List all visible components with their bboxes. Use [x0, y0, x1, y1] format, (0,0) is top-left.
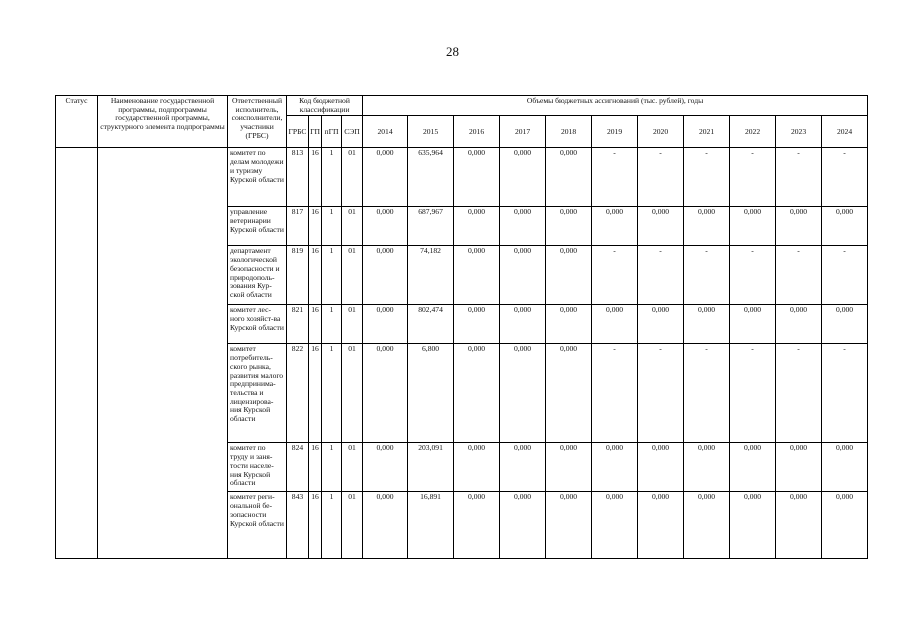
value-cell: 0,000 [638, 443, 684, 492]
executor-cell: комитет потребитель-ского рынка, развития малого предпринима-тельства и лицензирова-ния Курской области [228, 344, 287, 443]
header-year: 2021 [684, 116, 730, 148]
header-status: Статус [56, 96, 98, 148]
value-cell: 635,964 [408, 148, 454, 207]
status-cell [56, 148, 98, 559]
value-cell: 0,000 [500, 305, 546, 344]
value-cell: 0,000 [730, 305, 776, 344]
executor-cell: комитет лес-ного хозяйст-ва Курской области [228, 305, 287, 344]
executor-cell: управление ветеринарии Курской области [228, 207, 287, 246]
value-cell: 0,000 [500, 148, 546, 207]
code-pgp: 1 [322, 246, 342, 305]
code-gp: 16 [309, 246, 322, 305]
name-cell [98, 148, 228, 559]
value-cell: 0,000 [454, 344, 500, 443]
header-year: 2023 [776, 116, 822, 148]
value-cell: 0,000 [454, 207, 500, 246]
value-cell: 0,000 [546, 246, 592, 305]
value-cell: 0,000 [822, 207, 868, 246]
code-sep: 01 [342, 246, 363, 305]
code-gp: 16 [309, 492, 322, 559]
value-cell: 687,967 [408, 207, 454, 246]
value-cell: 0,000 [638, 207, 684, 246]
value-cell: 0,000 [822, 443, 868, 492]
value-cell: 0,000 [363, 305, 408, 344]
code-grbs: 822 [287, 344, 309, 443]
value-cell: 0,000 [730, 443, 776, 492]
value-cell: 0,000 [546, 443, 592, 492]
executor-cell: комитет по труду и заня-тости населе-ния Курской области [228, 443, 287, 492]
value-cell: 0,000 [500, 207, 546, 246]
code-grbs: 843 [287, 492, 309, 559]
header-code-sep: СЭП [342, 116, 363, 148]
value-cell: 0,000 [454, 148, 500, 207]
value-cell: 0,000 [363, 443, 408, 492]
code-sep: 01 [342, 207, 363, 246]
code-pgp: 1 [322, 443, 342, 492]
value-cell: 0,000 [546, 305, 592, 344]
value-cell: 0,000 [730, 207, 776, 246]
value-cell: - [592, 344, 638, 443]
value-cell: - [822, 148, 868, 207]
value-cell: - [822, 246, 868, 305]
code-pgp: 1 [322, 148, 342, 207]
value-cell: 0,000 [546, 344, 592, 443]
value-cell: - [638, 246, 684, 305]
header-executor: Ответственный исполнитель, соисполнители, участники (ГРБС) [228, 96, 287, 148]
value-cell: 0,000 [592, 207, 638, 246]
code-pgp: 1 [322, 207, 342, 246]
code-grbs: 817 [287, 207, 309, 246]
header-year: 2018 [546, 116, 592, 148]
executor-cell: комитет по делам молодежи и туризму Курской области [228, 148, 287, 207]
value-cell: 0,000 [500, 246, 546, 305]
value-cell: 0,000 [684, 207, 730, 246]
value-cell: 0,000 [776, 207, 822, 246]
code-gp: 16 [309, 443, 322, 492]
value-cell: 16,891 [408, 492, 454, 559]
value-cell: 0,000 [684, 305, 730, 344]
value-cell: - [822, 344, 868, 443]
value-cell: - [592, 246, 638, 305]
value-cell: 0,000 [822, 492, 868, 559]
code-gp: 16 [309, 305, 322, 344]
page-number: 28 [446, 44, 459, 59]
value-cell: 0,000 [638, 492, 684, 559]
value-cell: - [684, 344, 730, 443]
code-gp: 16 [309, 344, 322, 443]
code-sep: 01 [342, 443, 363, 492]
header-year: 2015 [408, 116, 454, 148]
value-cell: 0,000 [592, 305, 638, 344]
code-gp: 16 [309, 148, 322, 207]
code-grbs: 824 [287, 443, 309, 492]
header-volumes: Объемы бюджетных ассигнований (тыс. рублей), годы [363, 96, 868, 116]
value-cell: 802,474 [408, 305, 454, 344]
value-cell: - [776, 148, 822, 207]
header-name: Наименование государственной программы, подпрограммы государственной программы, структурного элемента подпрограммы [98, 96, 228, 148]
header-code-pgp: пГП [322, 116, 342, 148]
value-cell: 0,000 [363, 344, 408, 443]
header-year: 2014 [363, 116, 408, 148]
value-cell: 6,800 [408, 344, 454, 443]
value-cell: 0,000 [592, 443, 638, 492]
value-cell: - [730, 246, 776, 305]
value-cell: 0,000 [776, 305, 822, 344]
value-cell: 74,182 [408, 246, 454, 305]
value-cell: 0,000 [638, 305, 684, 344]
value-cell: 0,000 [546, 207, 592, 246]
header-year: 2020 [638, 116, 684, 148]
code-pgp: 1 [322, 305, 342, 344]
header-year: 2017 [500, 116, 546, 148]
header-year: 2024 [822, 116, 868, 148]
code-pgp: 1 [322, 344, 342, 443]
value-cell: 0,000 [776, 492, 822, 559]
table-row [56, 148, 868, 207]
value-cell: 0,000 [363, 246, 408, 305]
value-cell: 0,000 [684, 492, 730, 559]
value-cell: 0,000 [454, 246, 500, 305]
value-cell: 0,000 [500, 492, 546, 559]
code-grbs: 821 [287, 305, 309, 344]
value-cell: 0,000 [822, 305, 868, 344]
executor-cell: комитет реги-ональной бе-зопасности Курской области [228, 492, 287, 559]
code-pgp: 1 [322, 492, 342, 559]
value-cell: 0,000 [730, 492, 776, 559]
value-cell: 0,000 [363, 207, 408, 246]
value-cell: - [730, 344, 776, 443]
value-cell: 0,000 [684, 443, 730, 492]
value-cell: 0,000 [592, 492, 638, 559]
header-year: 2019 [592, 116, 638, 148]
code-sep: 01 [342, 148, 363, 207]
value-cell: - [638, 148, 684, 207]
value-cell: 0,000 [454, 443, 500, 492]
value-cell: - [730, 148, 776, 207]
value-cell: 0,000 [454, 492, 500, 559]
code-sep: 01 [342, 492, 363, 559]
value-cell: - [638, 344, 684, 443]
value-cell: 0,000 [500, 443, 546, 492]
value-cell: 0,000 [363, 492, 408, 559]
code-sep: 01 [342, 305, 363, 344]
value-cell: - [592, 148, 638, 207]
value-cell: 0,000 [454, 305, 500, 344]
code-grbs: 813 [287, 148, 309, 207]
value-cell: - [684, 246, 730, 305]
code-gp: 16 [309, 207, 322, 246]
value-cell: 0,000 [363, 148, 408, 207]
header-year: 2022 [730, 116, 776, 148]
header-budget-code: Код бюджетной классификации [287, 96, 363, 116]
value-cell: 0,000 [500, 344, 546, 443]
header-year: 2016 [454, 116, 500, 148]
code-sep: 01 [342, 344, 363, 443]
header-code-gp: ГП [309, 116, 322, 148]
value-cell: 203,091 [408, 443, 454, 492]
header-code-grbs: ГРБС [287, 116, 309, 148]
value-cell: - [684, 148, 730, 207]
value-cell: - [776, 246, 822, 305]
value-cell: - [776, 344, 822, 443]
budget-allocation-table [55, 95, 868, 559]
executor-cell: департамент экологической безопасности и природополь-зования Кур-ской области [228, 246, 287, 305]
code-grbs: 819 [287, 246, 309, 305]
value-cell: 0,000 [776, 443, 822, 492]
value-cell: 0,000 [546, 492, 592, 559]
value-cell: 0,000 [546, 148, 592, 207]
